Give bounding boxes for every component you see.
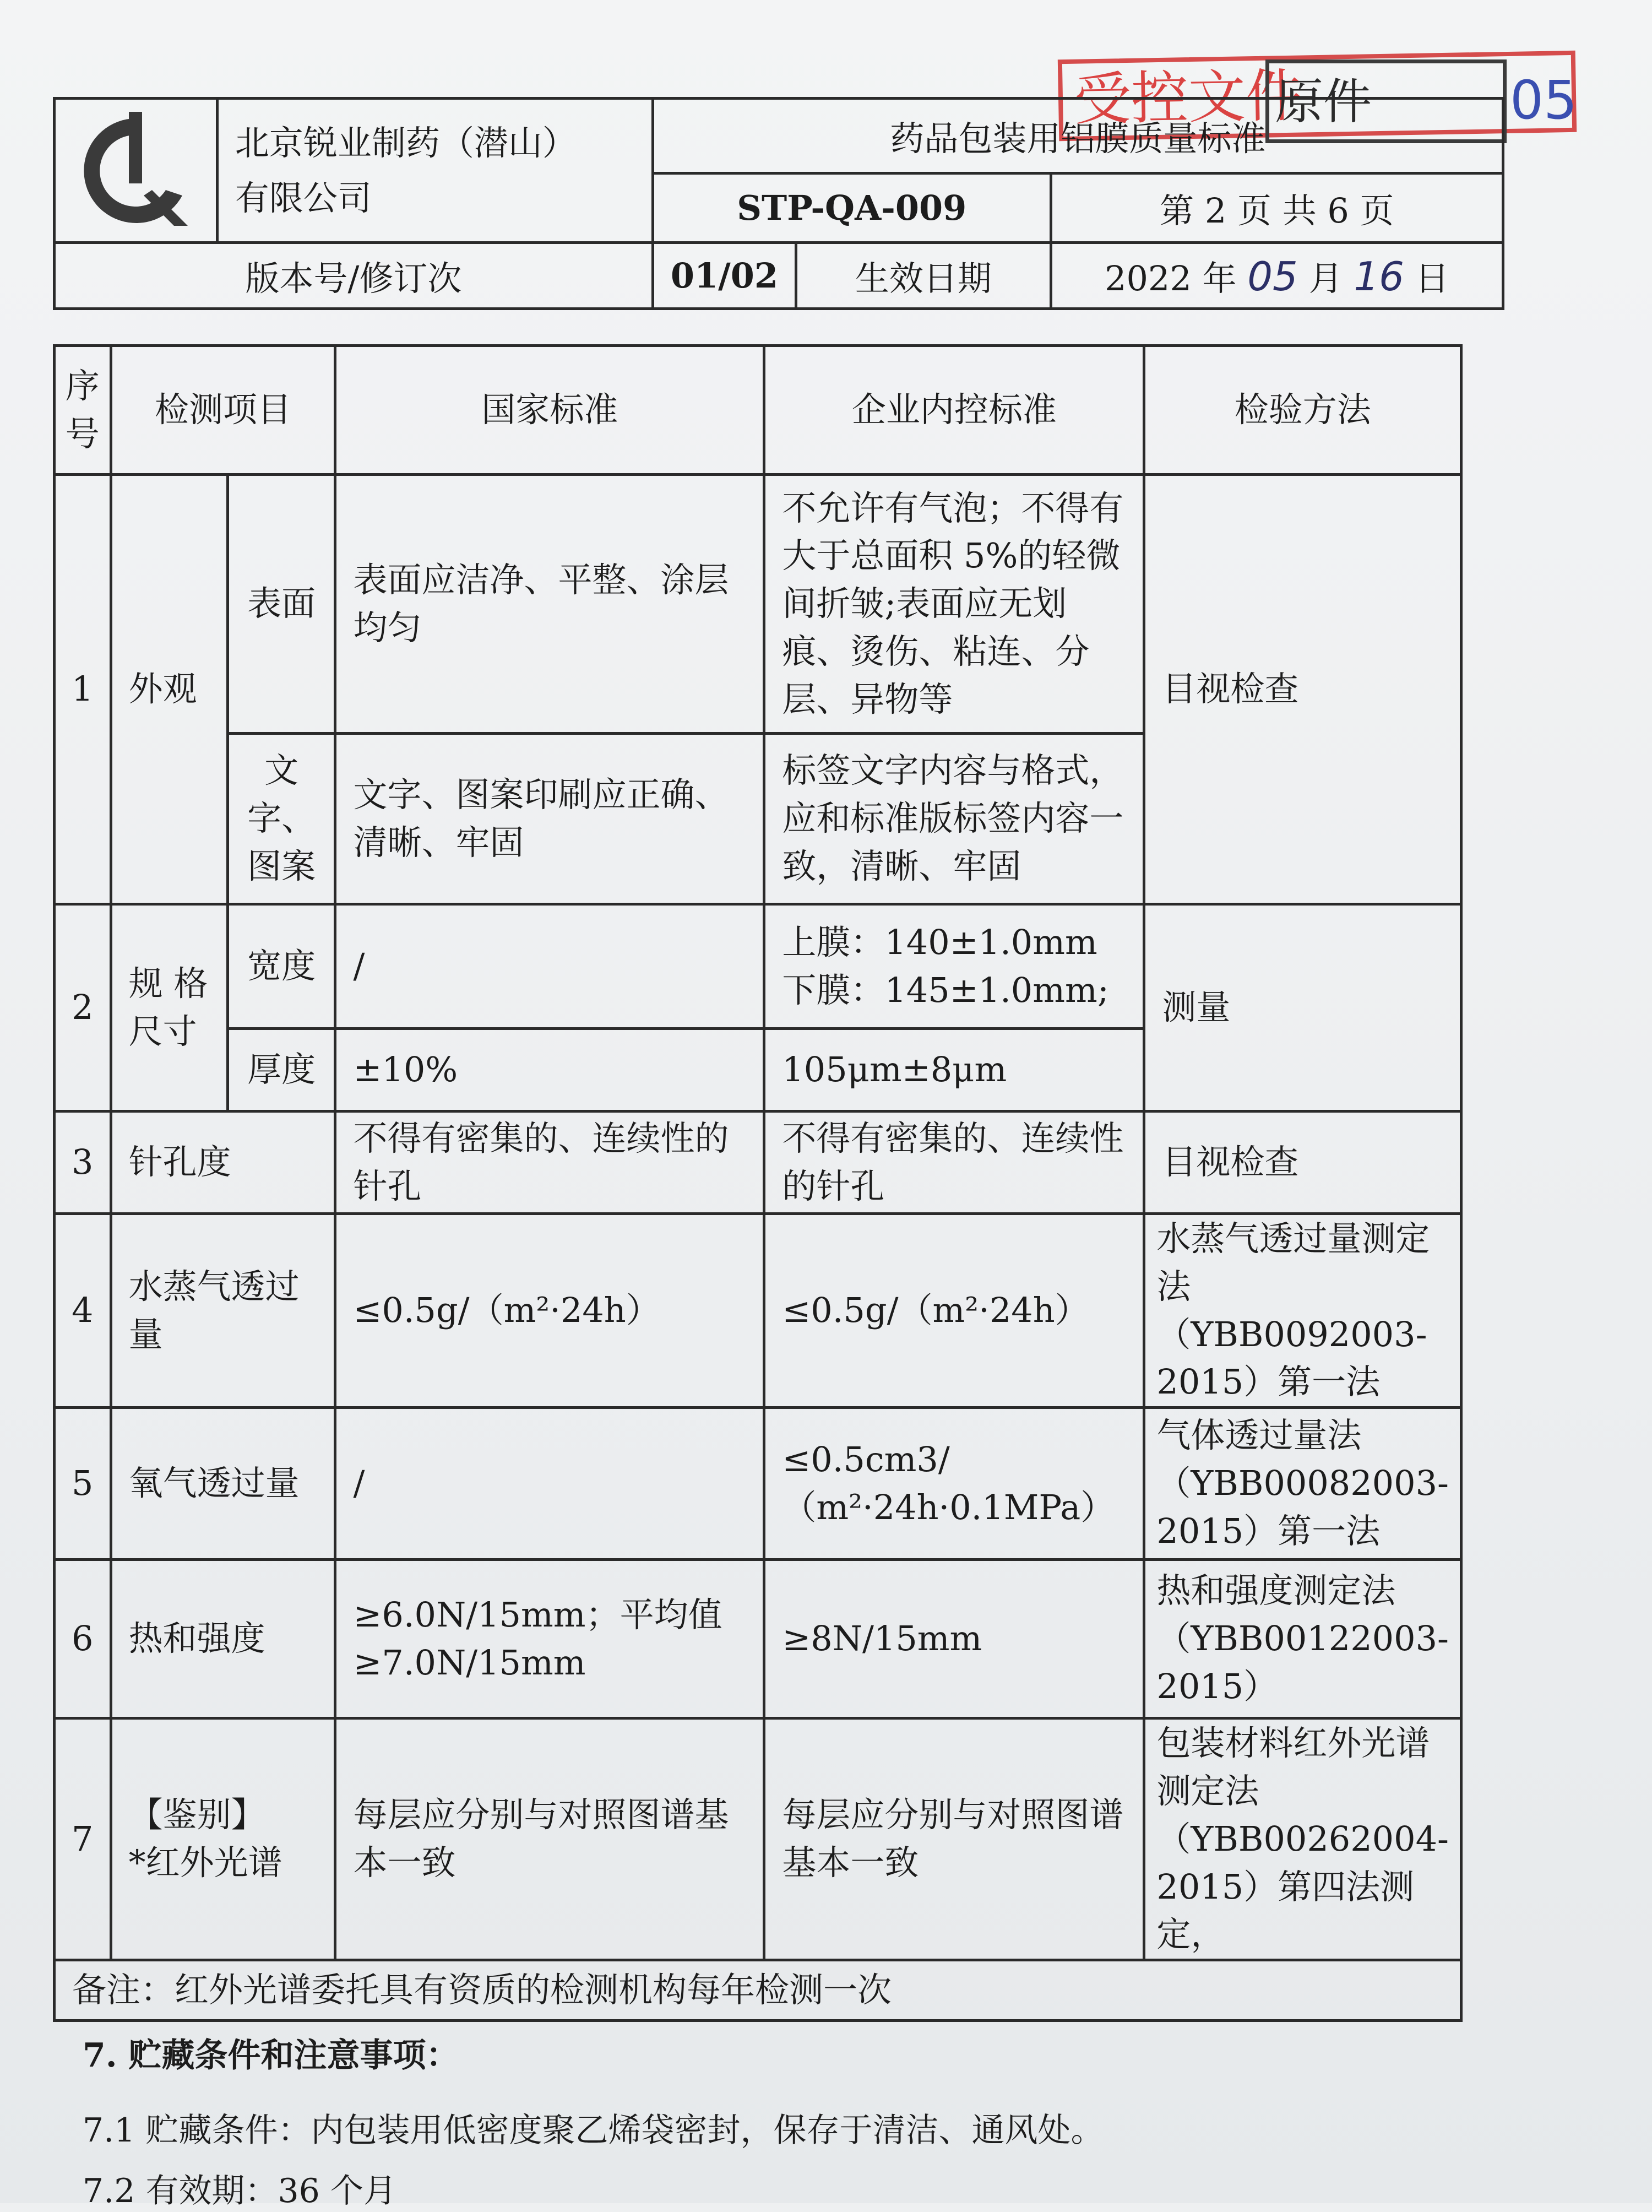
row-internal: 不允许有气泡；不得有大于总面积 5%的轻微间折皱;表面应无划痕、烫伤、粘连、分层、异物等 xyxy=(764,475,1144,734)
effective-date-label: 生效日期 xyxy=(796,243,1051,309)
row-method: 测量 xyxy=(1144,904,1461,1112)
stamp-text: 受控文件 xyxy=(1073,62,1304,133)
row-national: 每层应分别与对照图谱基本一致 xyxy=(335,1718,764,1960)
quality-standard-table xyxy=(53,344,1463,2022)
internal-line: （m²·24h·0.1MPa） xyxy=(782,1487,1115,1527)
row-national: ≤0.5g/（m²·24h） xyxy=(335,1214,764,1408)
row-item: 外观 xyxy=(111,475,227,904)
row-method: 目视检查 xyxy=(1144,475,1461,904)
internal-line: ≤0.5cm3/ xyxy=(782,1439,950,1479)
version-label: 版本号/修订次 xyxy=(55,243,653,309)
row-national: 文字、图案印刷应正确、清晰、牢固 xyxy=(335,734,764,904)
item-line: *红外光谱 xyxy=(128,1842,282,1883)
row-internal: 标签文字内容与格式，应和标准版标签内容一致，清晰、牢固 xyxy=(764,734,1144,904)
internal-line: 下膜：145±1.0mm; xyxy=(782,969,1109,1010)
row-subitem: 宽度 xyxy=(227,904,335,1029)
row-subitem: 文字、图案 xyxy=(227,734,335,904)
table-row xyxy=(55,1214,1461,1408)
row-item: 针孔度 xyxy=(111,1112,335,1214)
validity-period: 7.2 有效期：36 个月 xyxy=(83,2172,396,2210)
row-item: 规 格尺寸 xyxy=(111,904,227,1112)
row-internal: 105μm±8μm xyxy=(764,1029,1144,1112)
date-day-label: 日 xyxy=(1415,258,1449,299)
row-national: 不得有密集的、连续性的针孔 xyxy=(335,1112,764,1214)
row-internal: ≤0.5g/（m²·24h） xyxy=(764,1214,1144,1408)
item-line: 【鉴别】 xyxy=(128,1794,265,1835)
row-national: / xyxy=(335,904,764,1029)
company-name-line1: 北京锐业制药（潜山） xyxy=(235,122,577,163)
company-logo-icon xyxy=(69,107,202,234)
row-national: ±10% xyxy=(335,1029,764,1112)
row-method: 热和强度测定法（YBB00122003-2015） xyxy=(1144,1560,1461,1718)
row-national: 表面应洁净、平整、涂层均匀 xyxy=(335,475,764,734)
version-value: 01/02 xyxy=(653,243,796,309)
row-subitem: 厚度 xyxy=(227,1029,335,1112)
row-internal xyxy=(764,1408,1144,1560)
header-method: 检验方法 xyxy=(1144,346,1461,475)
date-year: 2022 年 xyxy=(1105,258,1237,299)
row-no: 5 xyxy=(55,1408,111,1560)
row-subitem: 表面 xyxy=(227,475,335,734)
internal-line: 上膜：140±1.0mm xyxy=(782,921,1097,962)
row-internal: 每层应分别与对照图谱基本一致 xyxy=(764,1718,1144,1960)
row-internal: 不得有密集的、连续性的针孔 xyxy=(764,1112,1144,1214)
row-item: 氧气透过量 xyxy=(111,1408,335,1560)
remark-row xyxy=(55,1960,1461,2021)
header-internal: 企业内控标准 xyxy=(764,346,1144,475)
page-info: 第 2 页 共 6 页 xyxy=(1051,174,1503,243)
header-no: 序号 xyxy=(55,346,111,475)
logo-cell xyxy=(55,99,218,243)
document-code: STP-QA-009 xyxy=(653,174,1051,243)
stamp-inner-text: 原件 xyxy=(1275,73,1372,130)
date-month-label: 月 xyxy=(1308,258,1343,299)
row-no: 4 xyxy=(55,1214,111,1408)
effective-date xyxy=(1051,243,1503,309)
row-method: 包装材料红外光谱测定法（YBB00262004-2015）第四法测定， xyxy=(1144,1718,1461,1960)
row-method: 水蒸气透过量测定法（YBB0092003-2015）第一法 xyxy=(1144,1214,1461,1408)
table-row xyxy=(55,475,1461,734)
table-row xyxy=(55,904,1461,1029)
row-item: 水蒸气透过量 xyxy=(111,1214,335,1408)
row-no: 6 xyxy=(55,1560,111,1718)
section-title: 7. 贮藏条件和注意事项： xyxy=(83,2036,459,2075)
document-title: 药品包装用铝膜质量标准 xyxy=(653,99,1503,174)
storage-conditions: 7.1 贮藏条件：内包装用低密度聚乙烯袋密封，保存于清洁、通风处。 xyxy=(83,2111,1104,2150)
row-national: ≥6.0N/15mm；平均值≥7.0N/15mm xyxy=(335,1560,764,1718)
row-method: 气体透过量法（YBB00082003-2015）第一法 xyxy=(1144,1408,1461,1560)
date-month-handwritten: 05 xyxy=(1247,253,1298,300)
row-no: 7 xyxy=(55,1718,111,1960)
table-row xyxy=(55,1408,1461,1560)
date-day-handwritten: 16 xyxy=(1354,253,1404,300)
row-no: 2 xyxy=(55,904,111,1112)
company-name-cell xyxy=(217,99,653,243)
remark: 备注：红外光谱委托具有资质的检测机构每年检测一次 xyxy=(55,1960,1461,2021)
table-row xyxy=(55,1560,1461,1718)
header-table xyxy=(53,97,1504,310)
table-header-row xyxy=(55,346,1461,475)
row-national: / xyxy=(335,1408,764,1560)
row-item: 热和强度 xyxy=(111,1560,335,1718)
row-internal xyxy=(764,904,1144,1029)
table-row xyxy=(55,1718,1461,1960)
row-no: 1 xyxy=(55,475,111,904)
stamp-number: 05 xyxy=(1510,69,1578,131)
header-national: 国家标准 xyxy=(335,346,764,475)
table-row xyxy=(55,1112,1461,1214)
row-internal: ≥8N/15mm xyxy=(764,1560,1144,1718)
row-no: 3 xyxy=(55,1112,111,1214)
row-method: 目视检查 xyxy=(1144,1112,1461,1214)
header-item: 检测项目 xyxy=(111,346,335,475)
row-item xyxy=(111,1718,335,1960)
company-name-line2: 有限公司 xyxy=(235,177,372,218)
